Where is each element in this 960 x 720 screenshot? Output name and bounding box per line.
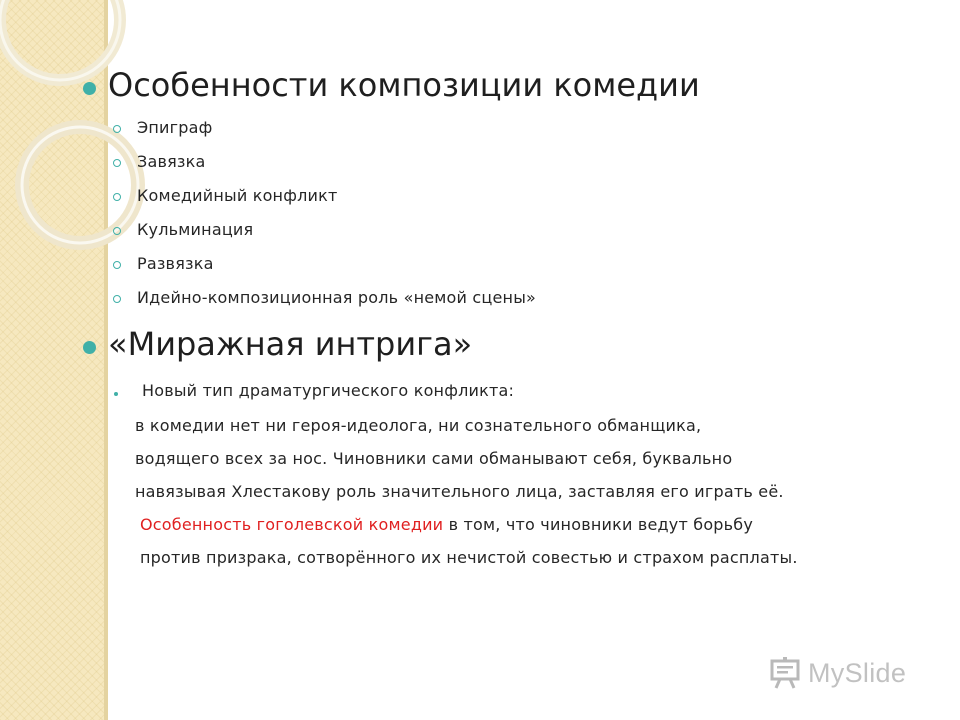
heading-composition: Особенности композиции комедии: [108, 66, 700, 104]
sub-bullet-dot-icon: [114, 392, 118, 396]
paragraph-line-2: водящего всех за нос. Чиновники сами обманывают себя, буквально: [135, 449, 733, 468]
paragraph-line-1: в комедии нет ни героя-идеолога, ни сознательного обманщика,: [135, 416, 702, 435]
heading2-bullet-icon: [83, 341, 96, 354]
paragraph-line-3: навязывая Хлестакову роль значительного лица, заставляя его играть её.: [135, 482, 784, 501]
presentation-board-icon: [768, 656, 802, 690]
list-item-silent-scene: Идейно-композиционная роль «немой сцены»: [137, 288, 537, 307]
list-item-conflict: Комедийный конфликт: [137, 186, 338, 205]
slide-content: [80, 0, 940, 720]
list-ring-icon: [113, 227, 121, 235]
list-ring-icon: [113, 159, 121, 167]
list-item-denouement: Развязка: [137, 254, 214, 273]
paragraph-line-5: против призрака, сотворённого их нечистой совестью и страхом расплаты.: [140, 548, 798, 567]
paragraph-line-4: [140, 515, 753, 534]
paragraph-line-4-rest: в том, что чиновники ведут борьбу: [443, 515, 754, 534]
conflict-type-label: Новый тип драматургического конфликта:: [142, 381, 515, 400]
watermark-text: MySlide: [808, 657, 907, 688]
list-item-climax: Кульминация: [137, 220, 254, 239]
list-ring-icon: [113, 193, 121, 201]
list-item-epigraph: Эпиграф: [137, 118, 213, 137]
watermark: [768, 656, 906, 690]
list-ring-icon: [113, 261, 121, 269]
heading-mirage-intrigue: «Миражная интрига»: [108, 325, 473, 363]
list-ring-icon: [113, 295, 121, 303]
list-item-exposition: Завязка: [137, 152, 206, 171]
heading1-bullet-icon: [83, 82, 96, 95]
list-ring-icon: [113, 125, 121, 133]
highlighted-phrase: Особенность гоголевской комедии: [140, 515, 444, 534]
